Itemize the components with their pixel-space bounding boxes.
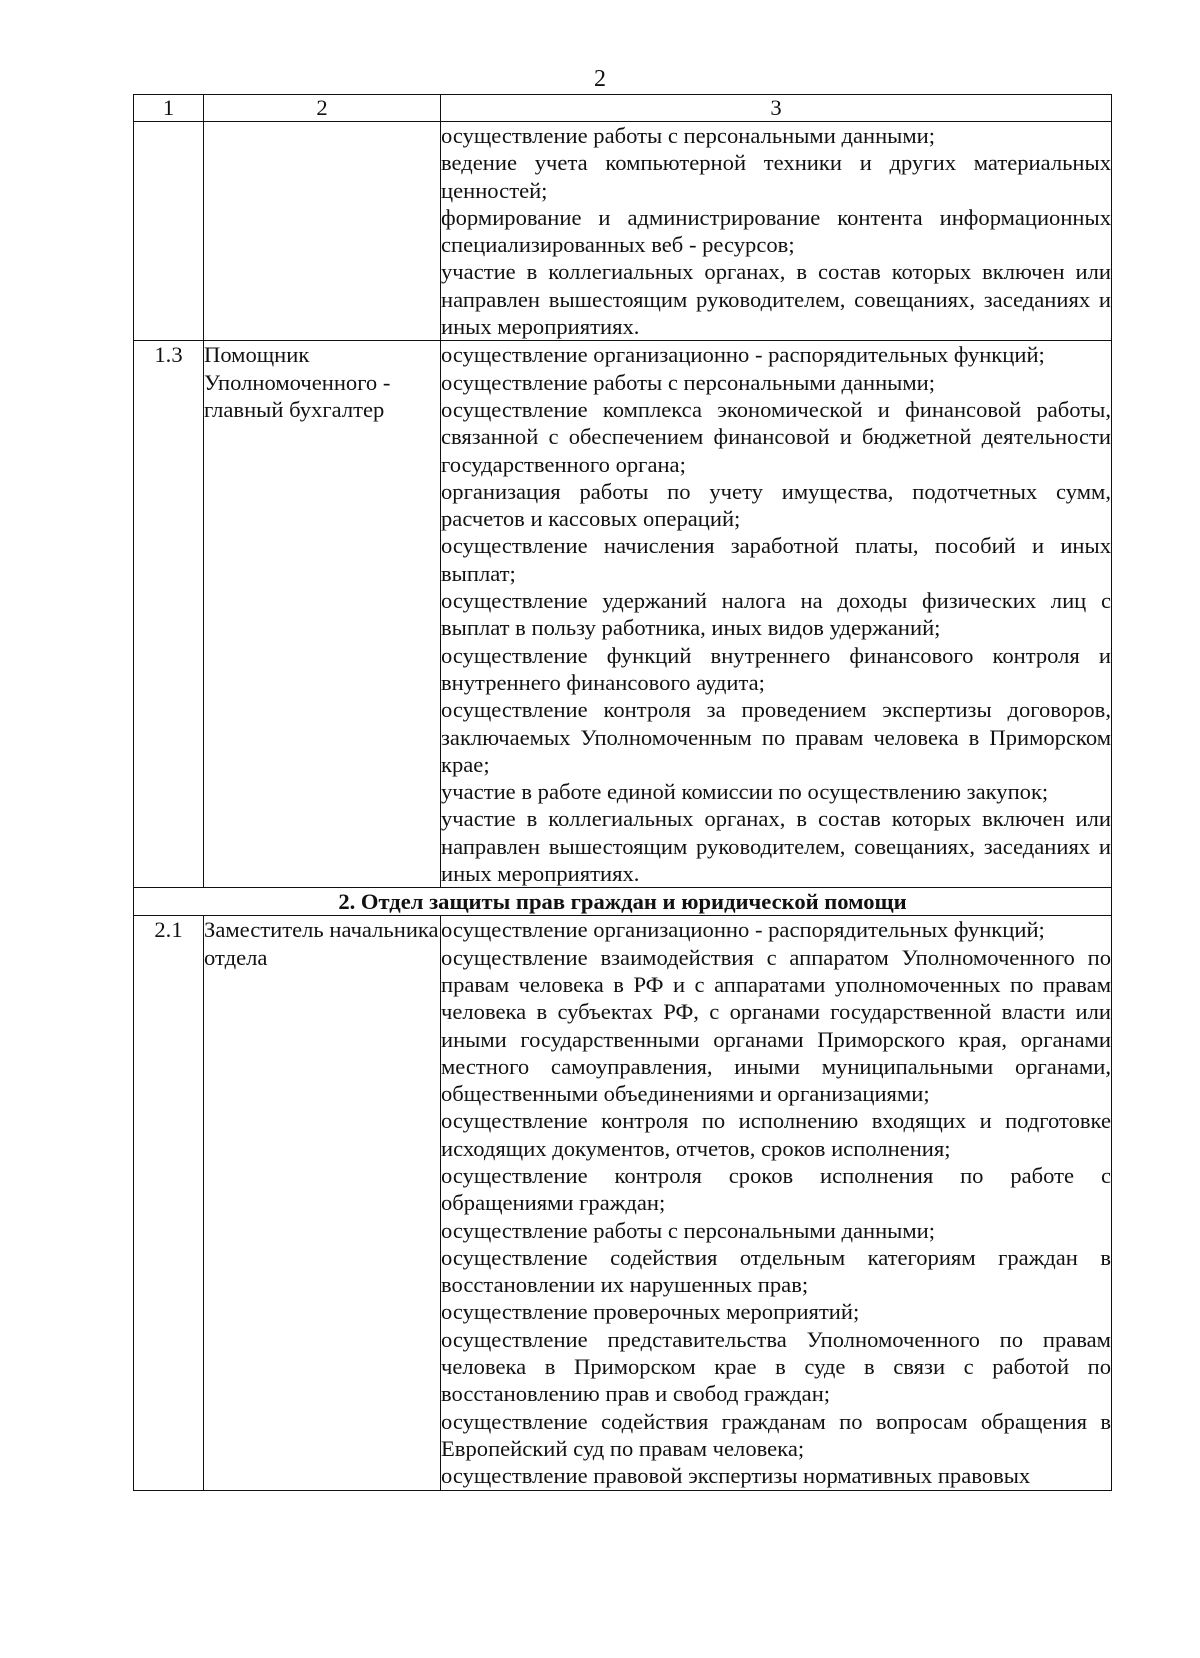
duty-item: осуществление правовой экспертизы нормативных правовых (441, 1463, 1031, 1489)
table-header-row (134, 95, 1112, 122)
duty-item: осуществление организационно - распорядительных функций; (441, 917, 1045, 943)
duty-item: участие в работе единой комиссии по осуществлению закупок; (441, 779, 1049, 805)
duty-item: осуществление взаимодействия с аппаратом Уполномоченного по правам человека в РФ и с аппаратами уполномоченных по правам человека в субъектах РФ, с органами государственной власти или иными государственными органами Приморского края, органами местного самоуправления, иными муниципальными органами, общественными объединениями и организациями; (441, 944, 1111, 1107)
row-duties (441, 916, 1112, 1490)
duty-item: осуществление контроля сроков исполнения по работе с обращениями граждан; (441, 1162, 1111, 1216)
duty-item: участие в коллегиальных органах, в состав которых включен или направлен вышестоящим руководителем, совещаниях, заседаниях и иных мероприятиях. (441, 806, 1111, 887)
table-row (134, 341, 1112, 888)
duty-item: осуществление содействия гражданам по вопросам обращения в Европейский суд по правам человека; (441, 1408, 1111, 1461)
duty-item: осуществление содействия отдельным категориям граждан в восстановлении их нарушенных прав; (441, 1244, 1111, 1298)
duty-item: осуществление представительства Уполномоченного по правам человека в Приморском крае в суде в связи с работой по восстановлению прав и свобод граждан; (441, 1326, 1111, 1407)
duty-item: участие в коллегиальных органах, в состав которых включен или направлен вышестоящим руководителем, совещаниях, заседаниях и иных мероприятиях. (441, 259, 1111, 340)
duty-item: осуществление удержаний налога на доходы физических лиц с выплат в пользу работника, иных видов удержаний; (441, 588, 1111, 641)
duty-item: осуществление работы с персональными данными; (441, 369, 936, 395)
row-duties (441, 122, 1112, 341)
table-row (134, 916, 1112, 1490)
duty-item: осуществление функций внутреннего финансового контроля и внутреннего финансового аудита; (441, 642, 1111, 695)
duty-item: осуществление комплекса экономической и финансовой работы, связанной с обеспечением финансовой и бюджетной деятельности государственного органа; (441, 396, 1111, 477)
duty-item: организация работы по учету имущества, подотчетных сумм, расчетов и кассовых операций; (441, 478, 1111, 532)
row-duties (441, 341, 1112, 888)
column-header-number: 1 (134, 95, 204, 122)
duty-item: осуществление контроля по исполнению входящих и подготовке исходящих документов, отчетов, сроков исполнения; (441, 1108, 1111, 1161)
duty-item: осуществление работы с персональными данными; (441, 123, 936, 148)
duty-item: осуществление контроля за проведением экспертизы договоров, заключаемых Уполномоченным по правам человека в Приморском крае; (441, 697, 1111, 777)
row-position: Помощник Уполномоченного - главный бухгалтер (204, 341, 441, 888)
duty-item: осуществление организационно - распорядительных функций; (441, 342, 1045, 368)
duty-item: осуществление проверочных мероприятий; (441, 1299, 860, 1325)
section-title: 2. Отдел защиты прав граждан и юридической помощи (134, 888, 1112, 916)
section-row (134, 888, 1112, 916)
column-header-duties: 3 (441, 95, 1112, 122)
row-position (204, 122, 441, 341)
column-header-position: 2 (204, 95, 441, 122)
duty-item: осуществление работы с персональными данными; (441, 1217, 936, 1243)
staff-duties-table (133, 94, 1112, 1491)
page-number: 2 (594, 66, 606, 92)
table-row (134, 122, 1112, 341)
duty-item: ведение учета компьютерной техники и других материальных ценностей; (441, 150, 1111, 203)
row-position: Заместитель начальника отдела (204, 916, 441, 1490)
row-number: 1.3 (134, 341, 204, 888)
duty-item: формирование и администрирование контента информационных специализированных веб - ресурсов; (441, 204, 1111, 258)
duty-item: осуществление начисления заработной платы, пособий и иных выплат; (441, 533, 1111, 586)
row-number: 2.1 (134, 916, 204, 1490)
row-number (134, 122, 204, 341)
